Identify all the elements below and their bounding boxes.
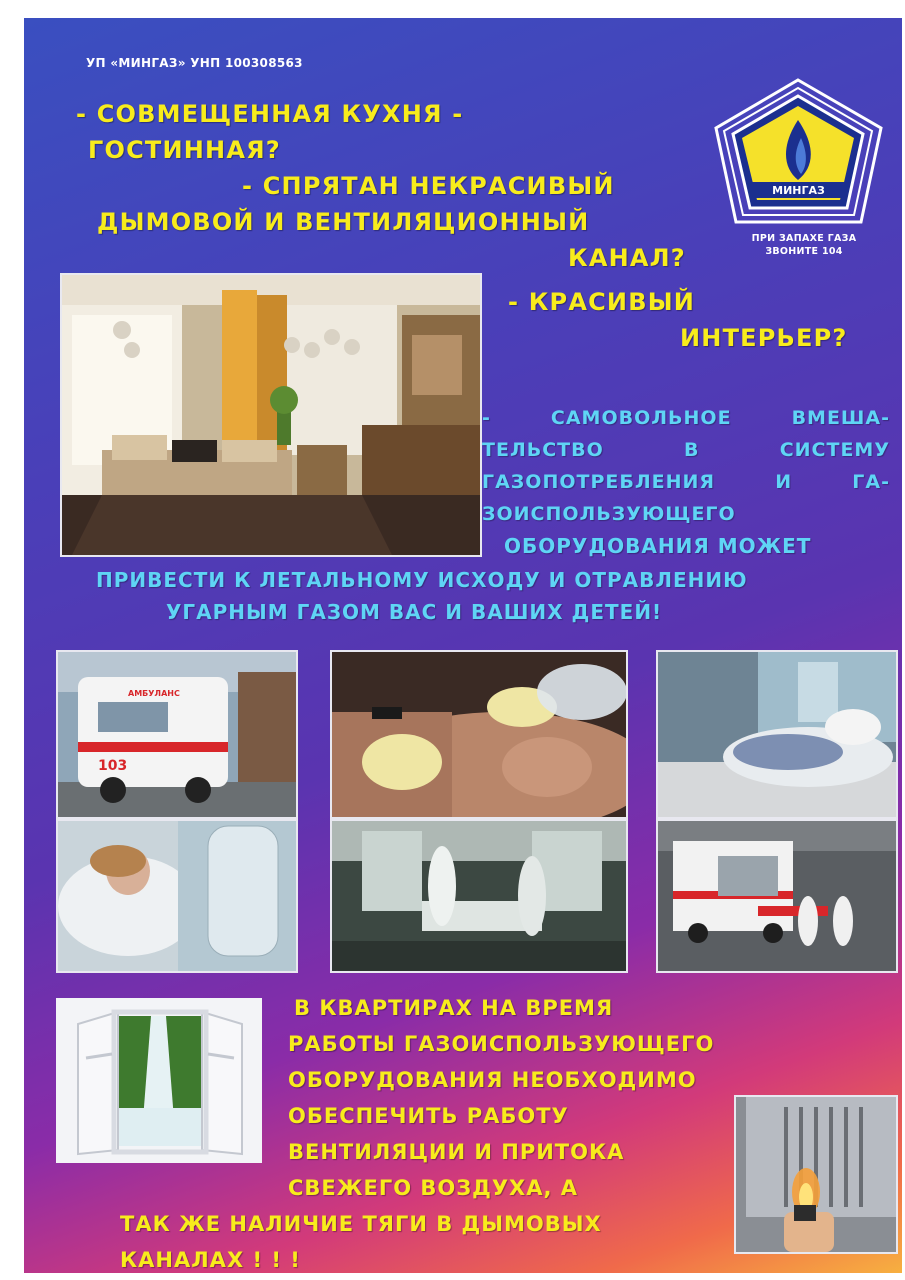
- warning-line-3: ГАЗОПОТРЕБЛЕНИЯ И ГА-: [482, 471, 890, 493]
- ambulance-stretcher-photo: [656, 819, 898, 973]
- hospital-ward-photo: [330, 819, 628, 973]
- warning-line-7: УГАРНЫМ ГАЗОМ ВАС И ВАШИХ ДЕТЕЙ!: [166, 600, 663, 624]
- vent-draft-photo: [734, 1095, 898, 1254]
- ambulance-photo: [56, 650, 298, 819]
- warning-line-6: ПРИВЕСТИ К ЛЕТАЛЬНОМУ ИСХОДУ И ОТРАВЛЕНИЮ: [96, 568, 748, 592]
- hospital-patient-photo: [56, 819, 298, 973]
- advice-line-4: ОБЕСПЕЧИТЬ РАБОТУ: [288, 1104, 569, 1128]
- advice-line-7: ТАК ЖЕ НАЛИЧИЕ ТЯГИ В ДЫМОВЫХ: [120, 1212, 602, 1236]
- ambulance-number: 103: [98, 758, 128, 774]
- gas-note-line-2: ЗВОНИТЕ 104: [765, 246, 843, 257]
- question-1-line-2: ГОСТИННАЯ?: [88, 136, 281, 164]
- advice-line-6: СВЕЖЕГО ВОЗДУХА, А: [288, 1176, 579, 1200]
- resuscitation-photo: [330, 650, 628, 819]
- advice-line-1: В КВАРТИРАХ НА ВРЕМЯ: [294, 996, 614, 1020]
- question-2-line-1: - СПРЯТАН НЕКРАСИВЫЙ: [242, 172, 615, 200]
- org-header: УП «МИНГАЗ» УНП 100308563: [86, 56, 303, 70]
- logo-text: МИНГАЗ: [772, 184, 825, 197]
- warning-line-4: ЗОИСПОЛЬЗУЮЩЕГО: [482, 503, 736, 525]
- question-3-line-1: - КРАСИВЫЙ: [508, 288, 696, 316]
- question-1-line-1: - СОВМЕЩЕННАЯ КУХНЯ -: [76, 100, 464, 128]
- advice-line-2: РАБОТЫ ГАЗОИСПОЛЬЗУЮЩЕГО: [288, 1032, 715, 1056]
- advice-line-8: КАНАЛАХ ! ! !: [120, 1248, 301, 1272]
- interior-photo: [60, 273, 482, 557]
- poster: [24, 18, 902, 1273]
- question-3-line-2: ИНТЕРЬЕР?: [680, 324, 848, 352]
- gas-note-line-1: ПРИ ЗАПАХЕ ГАЗА: [751, 233, 857, 244]
- ambulance-label: АМБУЛАНС: [128, 689, 180, 698]
- warning-block: [482, 402, 890, 530]
- warning-line-1: - САМОВОЛЬНОЕ ВМЕША-: [482, 407, 890, 429]
- window-photo: [56, 998, 262, 1163]
- question-2-line-3: КАНАЛ?: [568, 244, 686, 272]
- advice-line-3: ОБОРУДОВАНИЯ НЕОБХОДИМО: [288, 1068, 697, 1092]
- advice-line-5: ВЕНТИЛЯЦИИ И ПРИТОКА: [288, 1140, 625, 1164]
- gas-hotline-note: [729, 232, 879, 258]
- mingaz-logo: [711, 76, 886, 226]
- patient-bed-photo: [656, 650, 898, 819]
- warning-line-5: ОБОРУДОВАНИЯ МОЖЕТ: [504, 534, 812, 558]
- warning-line-2: ТЕЛЬСТВО В СИСТЕМУ: [482, 439, 890, 461]
- question-2-line-2: ДЫМОВОЙ И ВЕНТИЛЯЦИОННЫЙ: [97, 208, 590, 236]
